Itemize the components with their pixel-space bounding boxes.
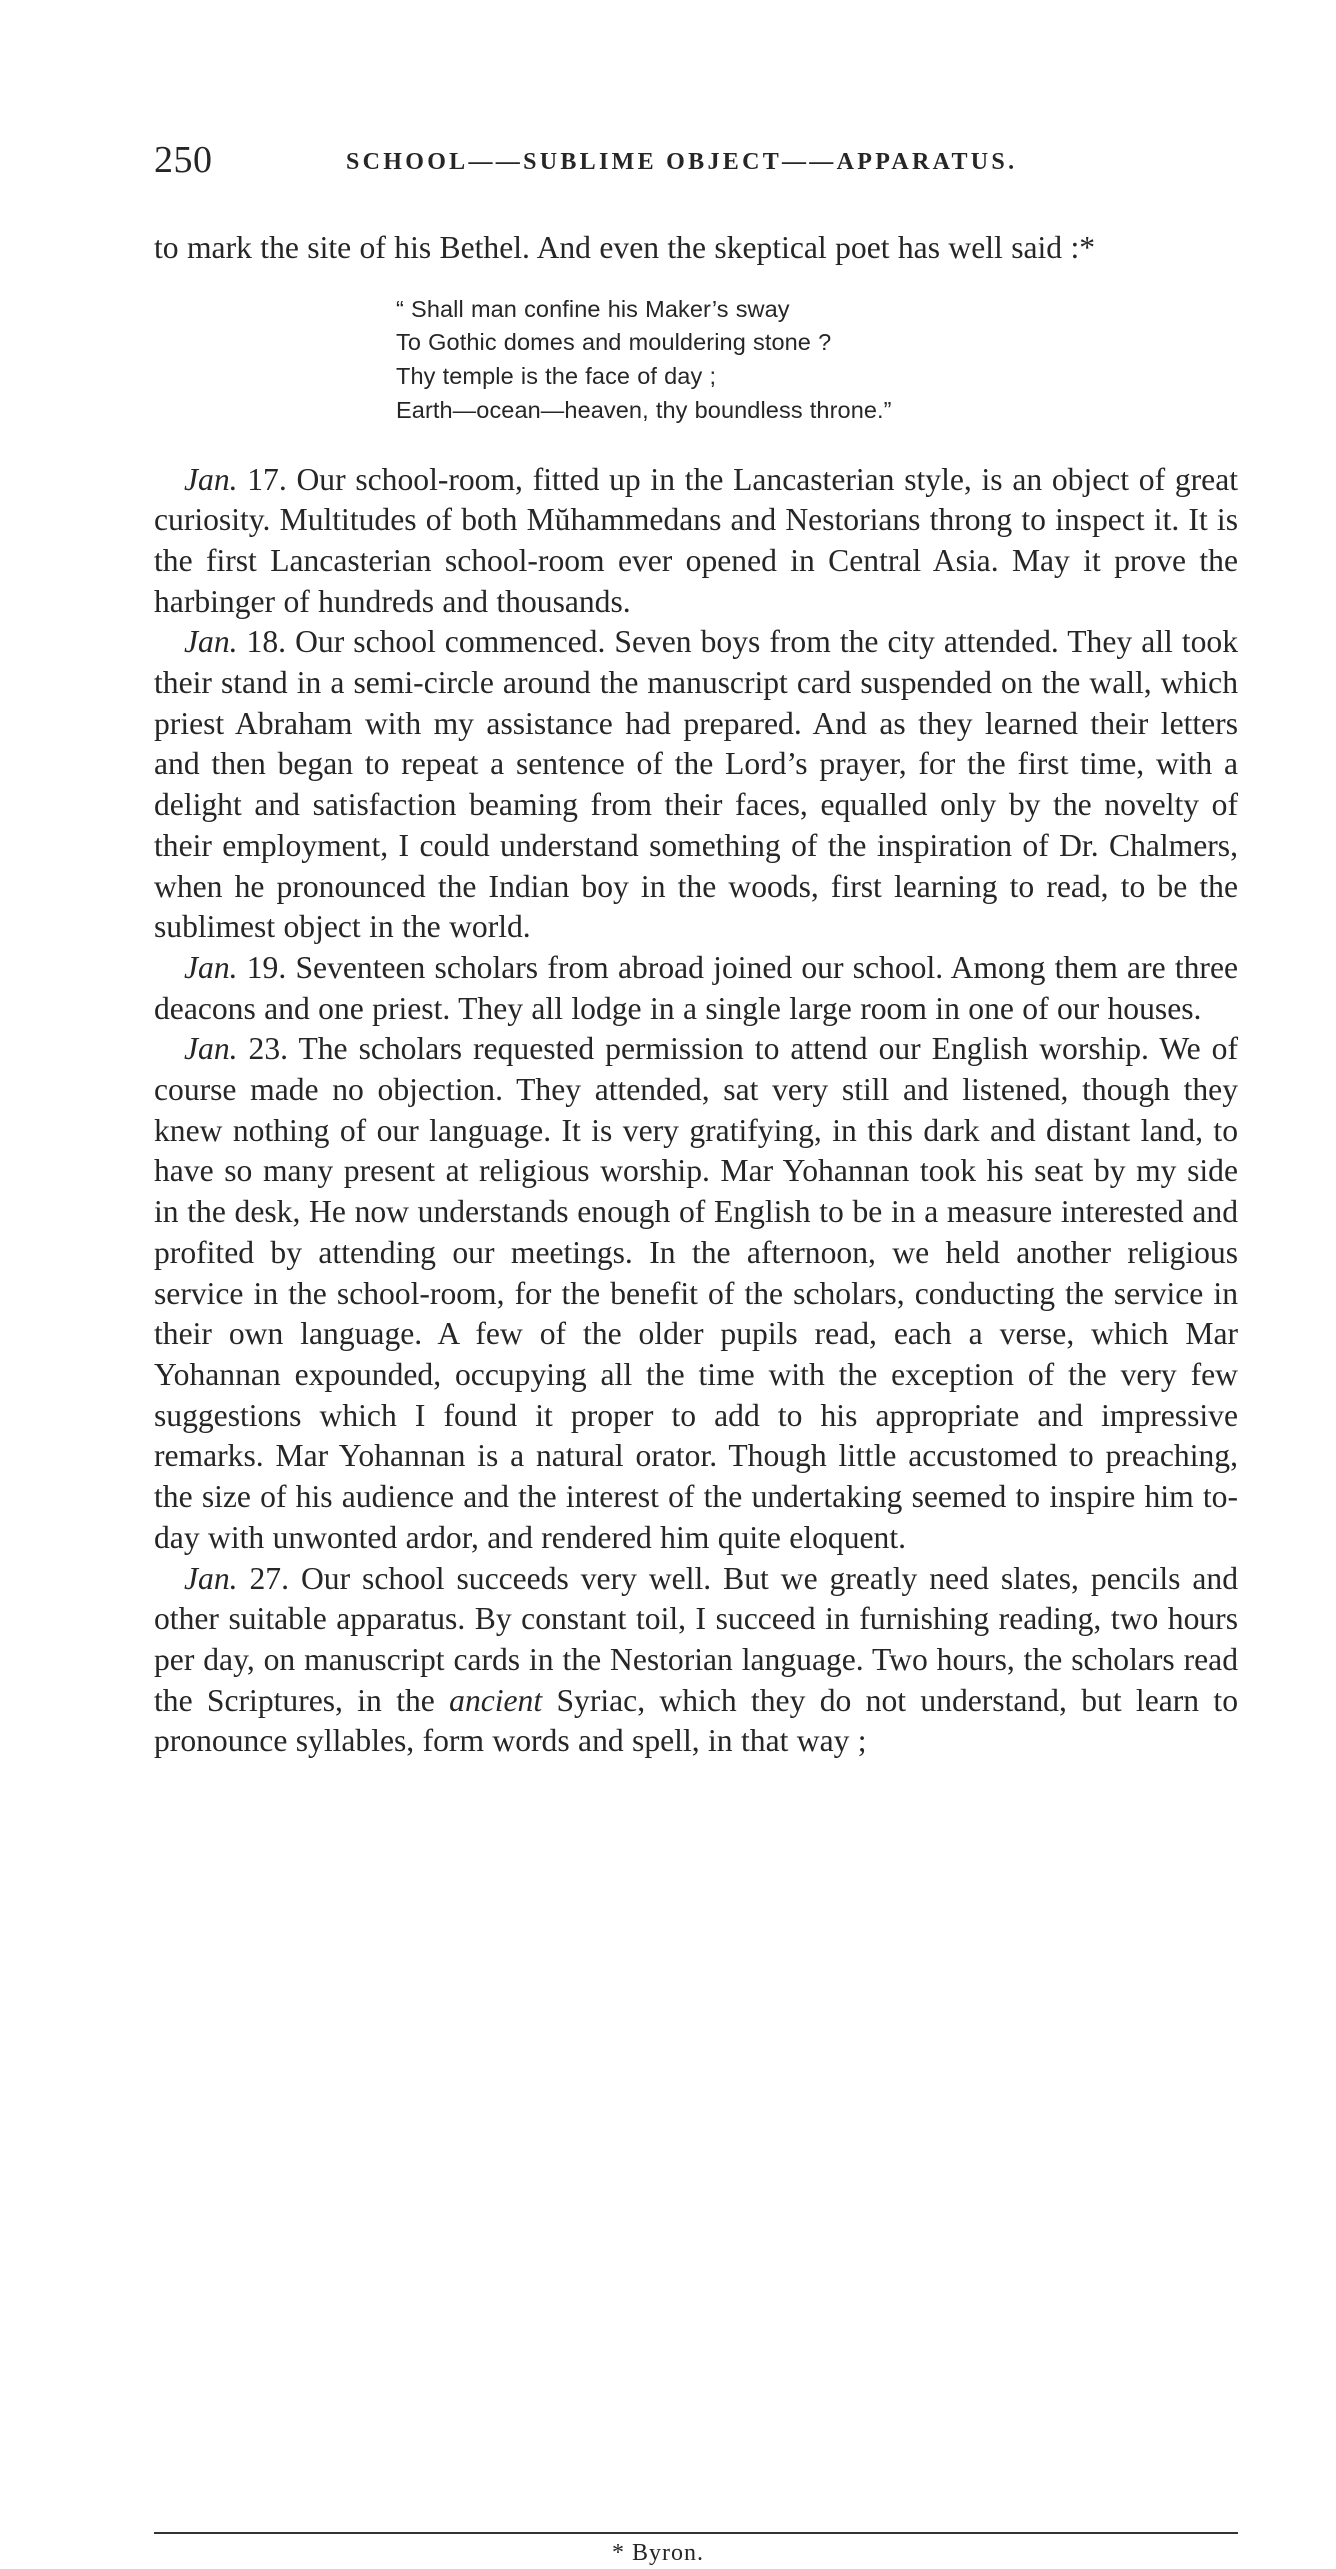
journal-entry-jan-17 [154,460,1238,623]
page-header [154,138,1234,182]
entry-day: 27. [237,1560,289,1596]
entry-text: Our school commenced. Seven boys from the city attended. They all took their stand in a semi-circle around the manuscript card suspended on the wall, which priest Abraham with my assistance had prepared. And as they learned their letters and then began to repeat a sentence of the Lord’s prayer, for the first time, with a delight and satisfaction beaming from their faces, equalled only by the novelty of their employment, I could understand something of the inspiration of Dr. Chalmers, when he pronounced the Indian boy in the woods, first learning to read, to be the sublimest object in the world. [154,624,1239,945]
journal-entry-jan-23 [154,1029,1238,1558]
footnote-rule [154,2532,1238,2534]
emphasized-word: ancient [449,1682,543,1718]
entry-text: Syriac, which they do not understand, but learn to pronounce syllables, form words and spell, in that way ; [154,1682,1238,1759]
opening-paragraph: to mark the site of his Bethel. And even the skeptical poet has well said :* [154,230,1096,265]
entry-text: The scholars requested permission to attend our English worship. We of course made no objection. They attended, sat very still and listened, though they knew nothing of our language. It is very gratifying, in this dark and distant land, to have so many present at religious worship. Mar Yohannan took his seat by my side in the desk, He now understands enough of English to be in a measure interested and profited by attending our meetings. In the afternoon, we held another religious service in the school-room, for the benefit of the scholars, conducting the service in their own language. A few of the older pupils read, each a verse, which Mar Yohannan expounded, occupying all the time with the exception of the very few suggestions which I found it proper to add to his appropriate and impressive remarks. Mar Yohannan is a natural orator. Though little accustomed to preaching, the size of his audience and the interest of the undertaking seemed to inspire him to-day with unwonted ardor, and rendered him quite eloquent. [154,1031,1238,1555]
entry-date: Jan. [184,1031,238,1067]
entry-text: Our school succeeds very well. But we greatly need slates, pencils and other suitable apparatus. By constant toil, I succeed in furnishing reading, two hours per day, on manuscript cards in the Nestorian language. Two hours, the scholars read the Scriptures, in the [154,1560,1238,1718]
entry-day: 23. [237,1031,289,1067]
entry-day: 19. [237,949,287,985]
verse-line: Thy temple is the face of day ; [396,363,717,390]
entry-date: Jan. [184,949,238,985]
journal-entry-jan-18 [154,622,1238,948]
verse-line: “ Shall man confine his Maker’s sway [396,295,790,322]
entry-date: Jan. [184,1560,238,1596]
entry-date: Jan. [184,624,238,660]
entry-day: 18. [237,624,287,660]
page-number: 250 [154,139,213,181]
running-head: SCHOOL——SUBLIME OBJECT——APPARATUS. [346,149,1018,175]
journal-entry-jan-27 [154,1559,1238,1763]
verse-quotation [396,293,1238,428]
entry-text: Our school-room, fitted up in the Lancasterian style, is an object of great curiosity. Multitudes of both Mŭhammedans and Nestorians throng to inspect it. It is the first Lancasterian school-room ever opened in Central Asia. May it prove the harbinger of hundreds and thousands. [154,461,1239,619]
footnote: * Byron. [612,2540,704,2566]
entry-day: 17. [237,461,287,497]
verse-line: To Gothic domes and mouldering stone ? [396,329,832,356]
journal-entry-jan-19 [154,948,1238,1029]
entry-text: Seventeen scholars from abroad joined our school. Among them are three deacons and one priest. They all lodge in a single large room in one of our houses. [154,949,1239,1026]
body-text [154,228,1238,1762]
verse-line: Earth—ocean—heaven, thy boundless throne.” [396,396,892,423]
entry-date: Jan. [184,461,238,497]
